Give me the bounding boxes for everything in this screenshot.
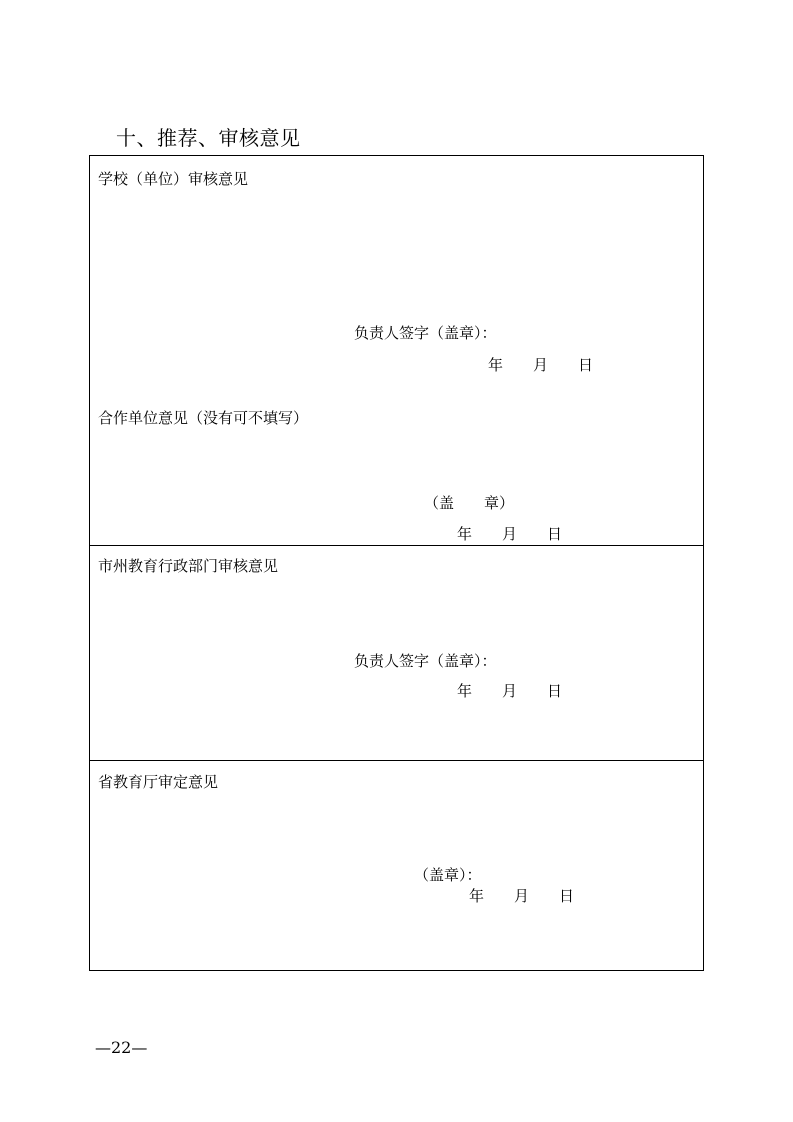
city-opinion-label: 市州教育行政部门审核意见 xyxy=(98,557,279,575)
city-opinion-cell[interactable] xyxy=(90,545,703,761)
opinion-table xyxy=(89,155,704,971)
school-opinion-cell[interactable] xyxy=(90,156,703,545)
partner-opinion-label: 合作单位意见（没有可不填写） xyxy=(98,409,309,427)
partner-seal-label: （盖 章） xyxy=(424,494,515,512)
province-seal-label: （盖章）： xyxy=(414,866,482,884)
province-opinion-label: 省教育厅审定意见 xyxy=(98,773,219,791)
school-signature-label: 负责人签字（盖章）： xyxy=(354,324,497,342)
province-opinion-cell[interactable] xyxy=(90,760,703,971)
school-date: 年 月 日 xyxy=(488,356,594,374)
page-number: —22— xyxy=(95,1038,148,1057)
city-signature-label: 负责人签字（盖章）： xyxy=(354,652,497,670)
section-title: 十、推荐、审核意见 xyxy=(116,126,301,150)
city-date: 年 月 日 xyxy=(457,682,563,700)
partner-date: 年 月 日 xyxy=(457,525,563,543)
school-opinion-label: 学校（单位）审核意见 xyxy=(98,170,249,188)
province-date: 年 月 日 xyxy=(469,887,575,905)
